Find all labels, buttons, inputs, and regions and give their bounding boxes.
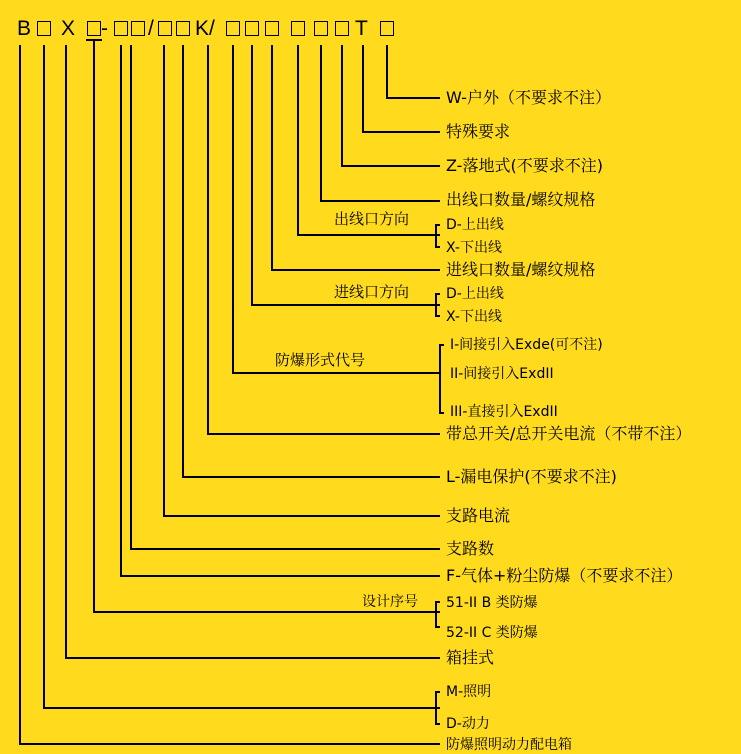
code-letter-k: K/ [195, 17, 215, 40]
group-design-no: 设计序号 [362, 594, 418, 610]
label-leakage: L-漏电保护(不要求不注) [446, 467, 617, 486]
label-gas-dust: F-气体+粉尘防爆（不要求不注） [446, 566, 683, 585]
label-out-qty: 出线口数量/螺纹规格 [446, 190, 596, 209]
code-letter-x: X [61, 17, 76, 40]
label-in-down: X-下出线 [446, 309, 502, 325]
label-class-b: 51-II B 类防爆 [446, 595, 538, 611]
label-outdoor: W-户外（不要求不注） [446, 88, 611, 107]
label-out-down: X-下出线 [446, 240, 502, 256]
code-letter-b: B [17, 17, 32, 40]
label-class-c: 52-II C 类防爆 [446, 625, 538, 641]
label-main-switch: 带总开关/总开关电流（不带不注） [446, 424, 692, 443]
label-ex3: III-直接引入ExdII [450, 404, 558, 420]
label-branch-current: 支路电流 [446, 506, 511, 525]
label-branch-count: 支路数 [446, 539, 495, 558]
group-ex-form: 防爆形式代号 [275, 351, 366, 369]
group-in-dir: 进线口方向 [334, 283, 410, 301]
label-lighting: M-照明 [446, 684, 492, 700]
code-letter-t: T [355, 17, 368, 40]
code-dash: - [101, 17, 108, 40]
label-floor: Z-落地式(不要求不注) [446, 156, 603, 175]
label-hanging: 箱挂式 [446, 648, 495, 667]
label-ex1: I-间接引入Exde(可不注) [450, 337, 603, 353]
label-ex2: II-间接引入ExdII [450, 366, 554, 382]
label-power: D-动力 [446, 716, 490, 732]
code-slash: / [148, 17, 154, 40]
label-special: 特殊要求 [446, 122, 511, 141]
group-out-dir: 出线口方向 [334, 210, 410, 228]
label-box-type: 防爆照明动力配电箱 [446, 737, 572, 753]
label-in-up: D-上出线 [446, 286, 504, 302]
label-out-up: D-上出线 [446, 217, 504, 233]
label-in-qty: 进线口数量/螺纹规格 [446, 260, 596, 279]
